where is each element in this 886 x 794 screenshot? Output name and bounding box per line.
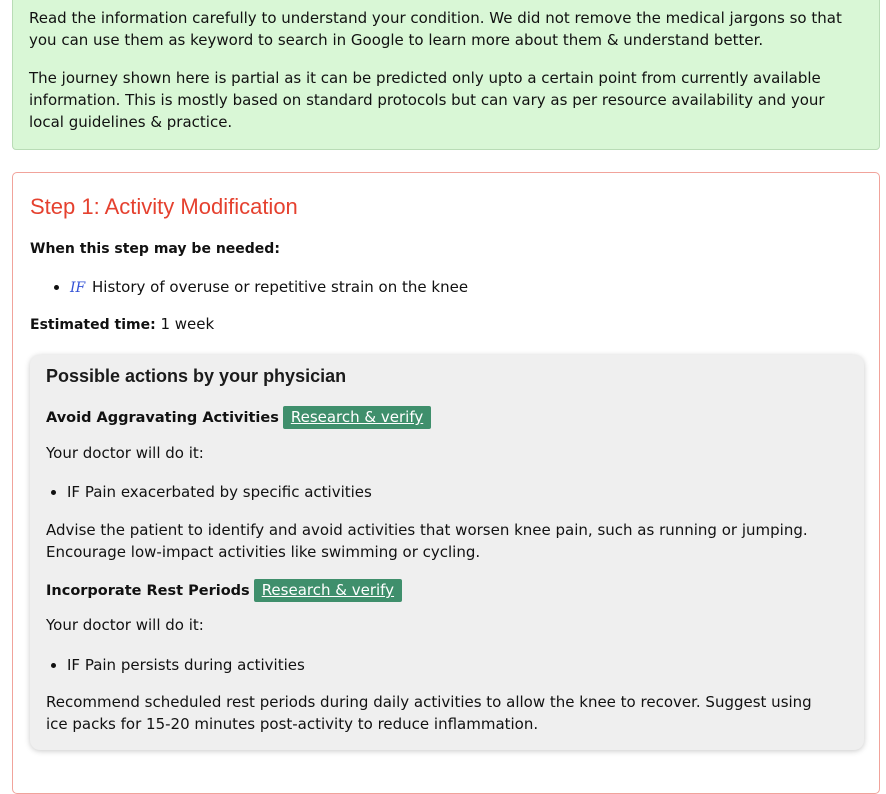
physician-actions-panel (30, 355, 864, 750)
estimated-time (30, 315, 214, 333)
research-verify-button[interactable]: Research & verify (283, 406, 431, 429)
estimated-time-label: Estimated time: (30, 317, 156, 333)
physician-actions-heading: Possible actions by your physician (46, 366, 347, 386)
disclaimer-paragraph-jargon: Read the information carefully to understand your condition. We did not remove the medical jargons so that you can use them as keyword to search in Google to learn more about them & understand better. (29, 9, 842, 49)
action-condition: • IF Pain persists during activities (67, 654, 305, 676)
when-needed-label: When this step may be needed: (30, 241, 280, 257)
disclaimer-paragraph-journey: The journey shown here is partial as it can be predicted only upto a certain point from currently available information. This is mostly based on standard protocols but can vary as per resource availability and your local guidelines & practice. (29, 69, 825, 131)
research-verify-button[interactable]: Research & verify (254, 579, 402, 602)
estimated-time-value: 1 week (160, 315, 215, 333)
condition-text: History of overuse or repetitive strain on the knee (92, 278, 469, 296)
disclaimer-notice (12, 0, 880, 150)
action-condition-list (46, 654, 305, 676)
action-description: Advise the patient to identify and avoid activities that worsen knee pain, such as running or jumping. Encourage low-impact activities like swimming or cycling. (46, 521, 808, 561)
if-tag: IF (70, 280, 86, 296)
step-title: Step 1: Activity Modification (30, 194, 298, 219)
action-title: Incorporate Rest Periods (46, 582, 250, 599)
condition-list (30, 276, 468, 299)
action-condition: • IF Pain exacerbated by specific activities (67, 481, 372, 503)
action-condition-list (46, 481, 372, 503)
condition-item (70, 276, 468, 299)
action-heading-rest-periods (46, 579, 402, 602)
action-title: Avoid Aggravating Activities (46, 409, 279, 426)
action-description: Recommend scheduled rest periods during daily activities to allow the knee to recover. Suggest using ice packs for 15-20 minutes post-activity to reduce inflammation. (46, 693, 812, 733)
doctor-will-do-label: Your doctor will do it: (46, 444, 204, 462)
action-heading-avoid-activities (46, 406, 431, 429)
doctor-will-do-label: Your doctor will do it: (46, 616, 204, 634)
step-card (12, 172, 880, 794)
